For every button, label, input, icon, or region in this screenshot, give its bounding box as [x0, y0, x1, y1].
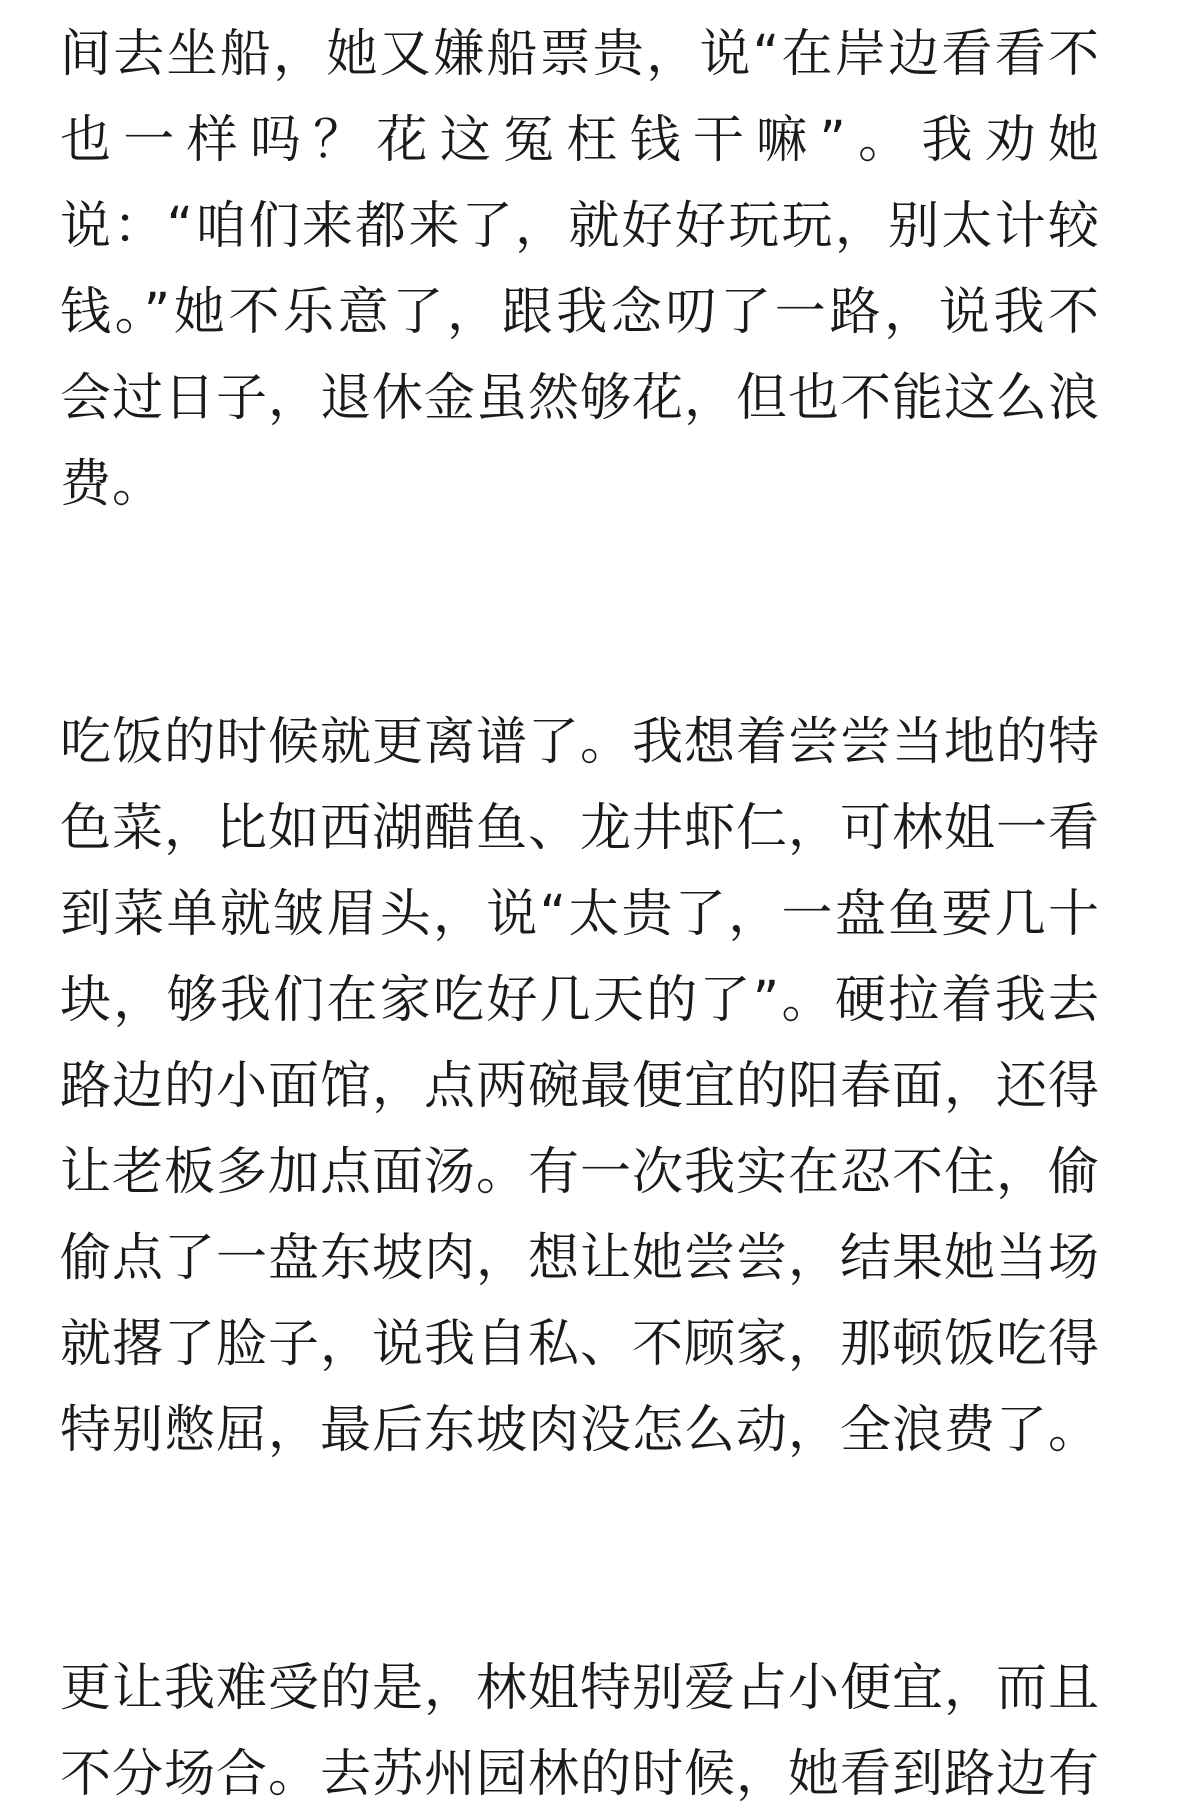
article-body: [60, 12, 1100, 1818]
paragraph-petty-advantage: 更让我难受的是，林姐特别爱占小便宜，而且不分场合。去苏州园林的时候，她看到路边有: [60, 1659, 1101, 1804]
paragraph-dining: 吃饭的时候就更离谱了。我想着尝尝当地的特色菜，比如西湖醋鱼、龙井虾仁，可林姐一看到菜单就皱眉头，说“太贵了，一盘鱼要几十块，够我们在家吃好几天的了”。硬拉着我去路边的小面馆，点两碗最便宜的阳春面，还得让老板多加点面汤。有一次我实在忍不住，偷偷点了一盘东坡肉，想让她尝尝，结果她当场就撂了脸子，说我自私、不顾家，那顿饭吃得特别憋屈，最后东坡肉没怎么动，全浪费了。: [60, 713, 1101, 1460]
paragraph-boat-ticket: 间去坐船，她又嫌船票贵，说“在岸边看看不也一样吗？花这冤枉钱干嘛”。我劝她说：“咱们来都来了，就好好玩玩，别太计较钱。”她不乐意了，跟我念叨了一路，说我不会过日子，退休金虽然够花，但也不能这么浪费。: [60, 25, 1101, 514]
paragraph-spacer: [60, 528, 1100, 700]
paragraph-spacer: [60, 1474, 1100, 1646]
